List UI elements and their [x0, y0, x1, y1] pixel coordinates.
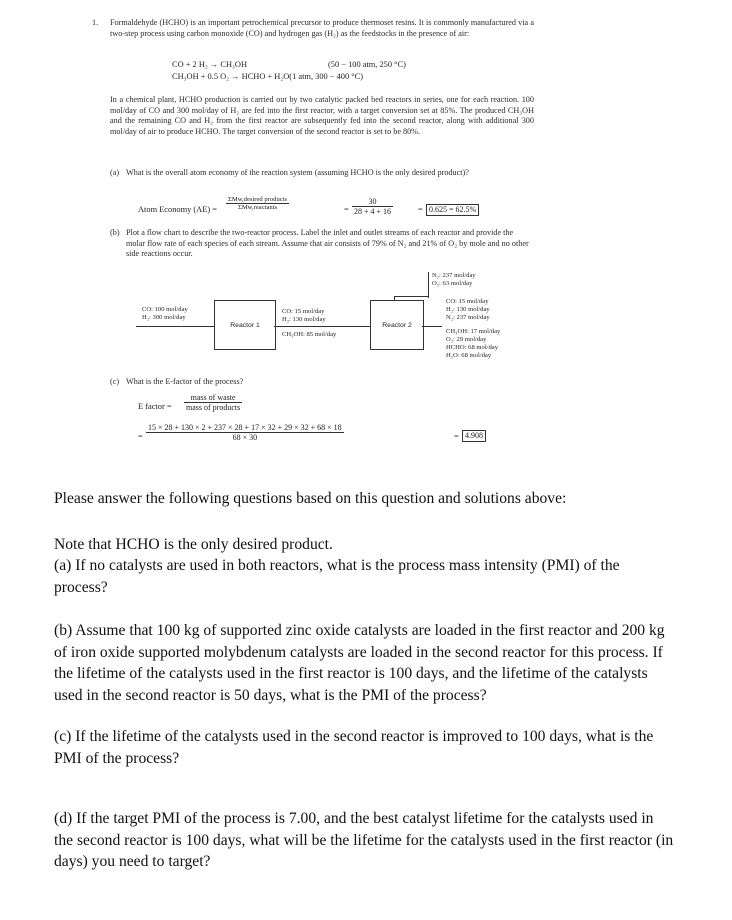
reactor-1: Reactor 1: [214, 300, 276, 350]
part-b-label: (b): [110, 228, 120, 237]
ae-equals-1: =: [344, 205, 349, 214]
questions-lead: Please answer the following questions based on this question and solutions above:: [54, 490, 567, 507]
feed-line: [136, 326, 214, 327]
out-hcho: HCHO: 68 mol/day: [446, 344, 499, 351]
question-d: (d) If the target PMI of the process is 7.00, and the best catalyst lifetime for the catalysts used in the second reactor is 100 days, what will be the lifetime for the catalysts used in the first reactor (in days) you need to target?: [54, 810, 674, 870]
part-c-label: (c): [110, 377, 120, 386]
e-factor-answer: 4.908: [462, 430, 486, 442]
part-a-label: (a): [110, 168, 120, 177]
e-factor-fraction-2: [146, 423, 344, 442]
out-co: CO: 15 mol/day: [446, 298, 489, 305]
air-o2: O₂: 63 mol/day: [432, 280, 473, 287]
out-h2: H₂: 130 mol/day: [446, 306, 490, 313]
out-ch3oh: CH₃OH: 17 mol/day: [446, 328, 501, 335]
ae-numerator: ΣMw,desired products: [228, 196, 288, 203]
reaction-1-conditions: (50 − 100 atm, 250 °C): [328, 60, 406, 69]
mid-line: [274, 326, 370, 327]
problem-intro: Formaldehyde (HCHO) is an important petrochemical precursor to produce thermoset resins. It is commonly manufactured via a two-step process using carbon monoxide (CO) and hydrogen gas (H₂) as the feedstocks in the presence of air:: [110, 18, 534, 38]
part-c-question: What is the E-factor of the process?: [126, 377, 244, 386]
out-line: [422, 326, 442, 327]
problem-number: 1.: [92, 18, 99, 27]
part-a-question: What is the overall atom economy of the reaction system (assuming HCHO is the only desired product)?: [126, 168, 469, 177]
question-a: (a) If no catalysts are used in both reactors, what is the process mass intensity (PMI) of the process?: [54, 557, 620, 596]
mid-h2: H₂: 130 mol/day: [282, 316, 326, 323]
ef-denominator: mass of products: [186, 403, 241, 412]
ae-denominator: ΣMw,reactants: [237, 204, 278, 211]
mid-co: CO: 15 mol/day: [282, 308, 325, 315]
feed-h2: H₂: 300 mol/day: [142, 314, 186, 321]
ae-denominator-2: 28 + 4 + 16: [354, 207, 392, 216]
part-b-question: Plot a flow chart to describe the two-reactor process. Label the inlet and outlet streams of each reactor and provide the molar flow rate of each species of each stream. Assume that air consists of 79% of N₂ and 21% of O₂ by mole and no other side reactions occur.: [126, 228, 529, 259]
air-n2: N₂: 237 mol/day: [432, 272, 476, 279]
question-b: (b) Assume that 100 kg of supported zinc oxide catalysts are loaded in the first reactor and 200 kg of iron oxide supported molybdenum catalysts are loaded in the second reactor for this process. If the lifetime of the catalysts used in the first reactor is 100 days, and the lifetime of the catalysts used in the second reactor is 50 days, what is the PMI of the process?: [54, 622, 665, 704]
atom-economy-answer: 0.625 = 62.5%: [426, 204, 479, 216]
out-n2: N₂: 237 mol/day: [446, 314, 490, 321]
ef-equals-1: =: [138, 432, 143, 441]
e-factor-fraction: [184, 393, 242, 412]
questions-note: Note that HCHO is the only desired product.: [54, 536, 333, 553]
ae-numerator-2: 30: [352, 197, 393, 207]
ef-equals-2: =: [454, 432, 459, 441]
reaction-2: CH₃OH + 0.5 O₂ → HCHO + H₂O(1 atm, 300 − 400 °C): [172, 72, 363, 81]
e-factor-label: E factor =: [138, 402, 172, 411]
ef-numerator-2: 15 × 28 + 130 × 2 + 237 × 28 + 17 × 32 + 29 × 32 + 68 × 18: [148, 423, 342, 432]
ef-numerator: mass of waste: [184, 393, 242, 403]
ae-equals-2: =: [418, 205, 423, 214]
reaction-1: CO + 2 H₂ → CH₃OH: [172, 60, 248, 69]
atom-economy-fraction: [226, 196, 289, 211]
air-stream-line: [394, 296, 428, 297]
mid-ch3oh: CH₃OH: 85 mol/day: [282, 331, 337, 338]
ef-denominator-2: 68 × 30: [232, 433, 258, 442]
out-o2: O₂: 29 mol/day: [446, 336, 487, 343]
atom-economy-label: Atom Economy (AE) =: [138, 205, 217, 214]
out-h2o: H₂O: 68 mol/day: [446, 352, 492, 359]
reactor-2: Reactor 2: [370, 300, 424, 350]
feed-co: CO: 100 mol/day: [142, 306, 188, 313]
question-c: (c) If the lifetime of the catalysts used in the second reactor is improved to 100 days, what is the PMI of the process?: [54, 728, 654, 767]
atom-economy-fraction-2: [352, 197, 393, 216]
problem-paragraph: In a chemical plant, HCHO production is carried out by two catalytic packed bed reactors in series, one for each reaction. 100 mol/day of CO and 300 mol/day of H₂ are fed into the first reactor, with a target conversion set at 85%. The produced CH₃OH and the remaining CO and H₂ from the first reactor are subsequently fed into the second reactor, along with additional 300 mol/day of air to produce HCHO. The target conversion of the second reactor is set to be 80%.: [110, 95, 534, 136]
air-inlet-line: [428, 272, 429, 298]
